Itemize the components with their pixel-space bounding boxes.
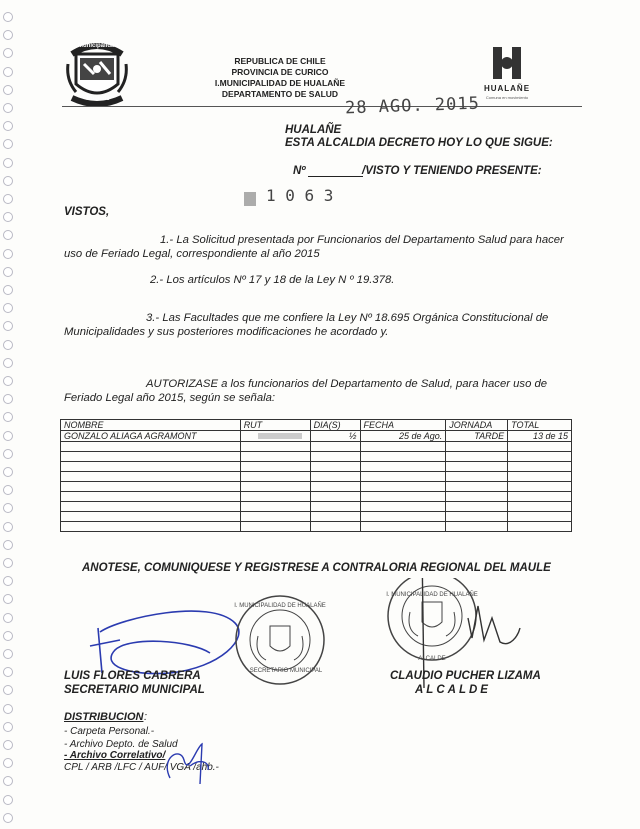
table-row xyxy=(61,452,572,462)
visto-heading: /VISTO Y TENIENDO PRESENTE: xyxy=(362,165,542,177)
binder-hole xyxy=(3,776,13,786)
binder-hole xyxy=(3,358,13,368)
visto-item-2: 2.- Los artículos Nº 17 y 18 de la Ley N º 19.378. xyxy=(150,274,395,286)
binder-hole xyxy=(3,449,13,459)
table-cell xyxy=(310,462,360,472)
distribution-initials: CPL / ARB /LFC / AUF/ VGA /ahb.- xyxy=(64,762,219,773)
table-cell xyxy=(360,462,446,472)
binder-hole xyxy=(3,467,13,477)
secretary-title: SECRETARIO MUNICIPAL xyxy=(64,684,205,696)
col-header-total: TOTAL xyxy=(508,420,572,431)
col-header-fecha: FECHA xyxy=(360,420,446,431)
binder-hole xyxy=(3,540,13,550)
table-cell xyxy=(446,482,508,492)
table-cell xyxy=(446,462,508,472)
autorizase-line-2: Feriado Legal año 2015, según se señala: xyxy=(64,392,276,404)
distribution-item: - Carpeta Personal.- xyxy=(64,726,155,737)
table-cell xyxy=(446,442,508,452)
binder-hole xyxy=(3,522,13,532)
table-cell xyxy=(61,512,241,522)
cell-total: 13 de 15 xyxy=(508,431,572,442)
table-row xyxy=(61,462,572,472)
table-cell xyxy=(508,452,572,462)
table-row xyxy=(61,442,572,452)
table-cell xyxy=(61,462,241,472)
binder-hole xyxy=(3,103,13,113)
decree-number-blank xyxy=(308,176,363,177)
table-cell xyxy=(61,472,241,482)
table-cell xyxy=(360,442,446,452)
table-cell xyxy=(508,442,572,452)
mayor-name: CLAUDIO PUCHER LIZAMA xyxy=(390,670,541,682)
table-cell xyxy=(240,482,310,492)
table-cell xyxy=(360,502,446,512)
table-cell xyxy=(360,472,446,482)
table-cell xyxy=(360,522,446,532)
table-cell xyxy=(61,522,241,532)
binder-hole xyxy=(3,412,13,422)
cell-dias: ½ xyxy=(310,431,360,442)
table-row xyxy=(61,522,572,532)
closing-statement: ANOTESE, COMUNIQUESE Y REGISTRESE A CONTRALORIA REGIONAL DEL MAULE xyxy=(82,562,551,574)
country-text: REPUBLICA DE CHILE xyxy=(234,56,326,66)
table-cell xyxy=(446,512,508,522)
binder-hole xyxy=(3,631,13,641)
hualane-logo-name: HUALAÑE xyxy=(483,84,531,93)
table-cell xyxy=(240,472,310,482)
table-cell xyxy=(61,502,241,512)
table-cell xyxy=(240,462,310,472)
table-cell xyxy=(61,452,241,462)
binder-hole xyxy=(3,340,13,350)
binder-hole xyxy=(3,194,13,204)
date-stamp: 28 AGO. 2015 xyxy=(344,93,481,119)
visto-item-3-line-1: 3.- Las Facultades que me confiere la Ley Nº 18.695 Orgánica Constitucional de xyxy=(146,312,549,324)
table-cell xyxy=(310,442,360,452)
binder-hole xyxy=(3,285,13,295)
table-cell xyxy=(310,502,360,512)
binder-hole xyxy=(3,558,13,568)
autorizase-line-1: AUTORIZASE a los funcionarios del Departamento de Salud, para hacer uso de xyxy=(146,378,548,390)
table-cell xyxy=(310,482,360,492)
binder-hole xyxy=(3,121,13,131)
table-cell xyxy=(360,512,446,522)
header-rule xyxy=(62,106,582,107)
binder-hole xyxy=(3,212,13,222)
binder-hole xyxy=(3,649,13,659)
table-cell xyxy=(310,472,360,482)
department-text: DEPARTAMENTO DE SALUD xyxy=(221,89,339,99)
table-cell xyxy=(310,522,360,532)
distribution-item: - Archivo Depto. de Salud xyxy=(64,739,178,750)
col-header-jornada: JORNADA xyxy=(446,420,508,431)
table-cell xyxy=(508,512,572,522)
col-header-rut: RUT xyxy=(240,420,310,431)
binder-hole xyxy=(3,704,13,714)
table-cell xyxy=(61,492,241,502)
binder-hole xyxy=(3,758,13,768)
table-cell xyxy=(310,492,360,502)
stamp-mark xyxy=(244,192,256,206)
table-row xyxy=(61,482,572,492)
binder-hole xyxy=(3,249,13,259)
distribution-item: - Archivo Correlativo/ xyxy=(64,750,166,761)
mayor-seal-bottom-text: ALCALDE xyxy=(418,656,446,662)
table-cell xyxy=(446,452,508,462)
binder-hole xyxy=(3,685,13,695)
mayor-seal xyxy=(388,578,476,660)
decree-number-stamp: 1 0 6 3 xyxy=(266,186,334,205)
visto-item-1-line-1: 1.- La Solicitud presentada por Funcionarios del Departamento Salud para hacer xyxy=(160,234,564,246)
visto-item-3-line-2: Municipalidades y sus posteriores modificaciones he acordado y. xyxy=(64,326,389,338)
visto-item-1-line-2: uso de Feriado Legal, correspondiente al año 2015 xyxy=(64,248,320,260)
province-text: PROVINCIA DE CURICO xyxy=(231,67,329,77)
table-cell xyxy=(360,482,446,492)
binder-hole xyxy=(3,321,13,331)
table-cell xyxy=(61,442,241,452)
distribution-colon: : xyxy=(144,711,148,723)
table-row xyxy=(61,492,572,502)
distribution-title: DISTRIBUCION xyxy=(64,711,144,723)
table-cell xyxy=(240,492,310,502)
table-header-row xyxy=(61,420,572,431)
binder-hole xyxy=(3,394,13,404)
binder-hole xyxy=(3,67,13,77)
binder-hole xyxy=(3,12,13,22)
table-row xyxy=(61,431,572,442)
table-row xyxy=(61,512,572,522)
table-cell xyxy=(310,512,360,522)
table-cell xyxy=(508,502,572,512)
hualane-h-logo xyxy=(492,46,522,80)
table-cell xyxy=(240,452,310,462)
table-cell xyxy=(360,452,446,462)
table-cell xyxy=(508,522,572,532)
binder-hole xyxy=(3,613,13,623)
table-cell xyxy=(446,472,508,482)
cell-nombre: GONZALO ALIAGA AGRAMONT xyxy=(61,431,241,442)
binder-hole xyxy=(3,30,13,40)
binder-holes xyxy=(0,0,16,829)
cell-rut-redacted xyxy=(240,431,310,442)
municipality-text: I.MUNICIPALIDAD DE HUALAÑE xyxy=(214,78,346,88)
cell-jornada: TARDE xyxy=(446,431,508,442)
col-header-nombre: NOMBRE xyxy=(61,420,241,431)
secretary-signature xyxy=(90,611,239,673)
binder-hole xyxy=(3,176,13,186)
table-cell xyxy=(360,492,446,502)
hualane-logo-tagline: Comuna en movimiento xyxy=(485,95,529,100)
table-cell xyxy=(446,492,508,502)
decree-city: HUALAÑE xyxy=(285,124,342,136)
binder-hole xyxy=(3,303,13,313)
vistos-title: VISTOS, xyxy=(64,206,110,218)
table-cell xyxy=(240,442,310,452)
initials-signature xyxy=(150,738,230,788)
table-cell xyxy=(508,462,572,472)
binder-hole xyxy=(3,139,13,149)
binder-hole xyxy=(3,267,13,277)
table-row xyxy=(61,472,572,482)
binder-hole xyxy=(3,576,13,586)
binder-hole xyxy=(3,431,13,441)
mayor-title: ALCALDE xyxy=(415,684,491,696)
table-cell xyxy=(61,482,241,492)
table-cell xyxy=(508,492,572,502)
secretary-seal-top-text: I. MUNICIPALIDAD DE HUALAÑE xyxy=(234,603,326,609)
table-cell xyxy=(240,502,310,512)
binder-hole xyxy=(3,376,13,386)
decree-number-label: Nº xyxy=(293,165,306,177)
crest-top-text: Municipalidad xyxy=(77,43,118,49)
binder-hole xyxy=(3,158,13,168)
decree-preamble: ESTA ALCALDIA DECRETO HOY LO QUE SIGUE: xyxy=(285,137,553,149)
binder-hole xyxy=(3,667,13,677)
mayor-seal-top-text: I. MUNICIPALIDAD DE HUALAÑE xyxy=(386,592,478,598)
table-cell xyxy=(240,512,310,522)
binder-hole xyxy=(3,503,13,513)
binder-hole xyxy=(3,85,13,95)
vacation-table xyxy=(60,419,572,532)
table-cell xyxy=(508,482,572,492)
cell-fecha: 25 de Ago. xyxy=(360,431,446,442)
binder-hole xyxy=(3,795,13,805)
col-header-dias: DIA(S) xyxy=(310,420,360,431)
binder-hole xyxy=(3,594,13,604)
table-cell xyxy=(310,452,360,462)
letterhead xyxy=(200,56,360,100)
table-row xyxy=(61,502,572,512)
table-cell xyxy=(446,522,508,532)
binder-hole xyxy=(3,230,13,240)
secretary-seal-bottom-text: SECRETARIO MUNICIPAL xyxy=(249,668,323,674)
table-cell xyxy=(446,502,508,512)
crest-bottom-text: Hualañe xyxy=(86,96,110,102)
binder-hole xyxy=(3,48,13,58)
binder-hole xyxy=(3,485,13,495)
binder-hole xyxy=(3,813,13,823)
table-cell xyxy=(240,522,310,532)
binder-hole xyxy=(3,740,13,750)
binder-hole xyxy=(3,722,13,732)
secretary-name: LUIS FLORES CABRERA xyxy=(64,670,201,682)
table-cell xyxy=(508,472,572,482)
